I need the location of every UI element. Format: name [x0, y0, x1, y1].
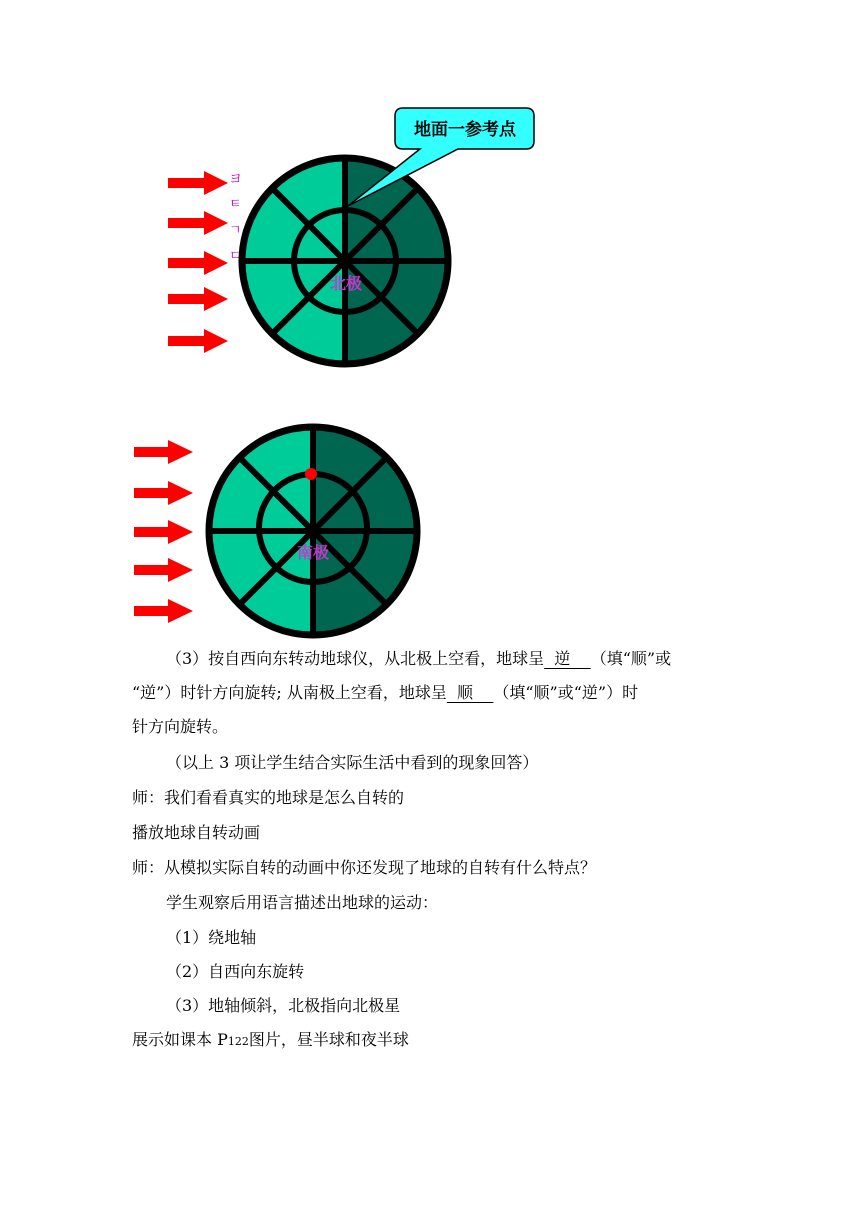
- side-glyph: ㅌ: [229, 197, 242, 212]
- point-3: （3）地轴倾斜，北极指向北极星: [166, 996, 401, 1015]
- student-intro-line: 学生观察后用语言描述出地球的运动：: [166, 893, 439, 912]
- q3-line-2: [132, 676, 638, 710]
- q3-line-1: [166, 642, 671, 676]
- arrow-icon: [134, 520, 193, 544]
- reference-dot: [305, 468, 317, 480]
- q3-line-3: 针方向旋转。: [132, 717, 229, 736]
- note-line: （以上 3 项让学生结合实际生活中看到的现象回答）: [166, 753, 539, 772]
- play-animation-line: 播放地球自转动画: [132, 823, 261, 842]
- show-text: 展示如课本 P: [132, 1030, 228, 1049]
- arrow-icon: [134, 599, 193, 623]
- side-glyph: ㄱ: [229, 223, 242, 238]
- callout-label: 地面一参考点: [414, 120, 516, 140]
- arrow-icon: [134, 558, 193, 582]
- show-textbook-line: [132, 1023, 409, 1059]
- south-pole-label: 南极: [297, 543, 330, 562]
- q3-text: （填“顺”或: [590, 649, 672, 668]
- sunlight-arrows-bottom: [134, 440, 193, 623]
- arrow-icon: [134, 440, 193, 464]
- globe-south: [206, 424, 420, 638]
- arrow-icon: [134, 481, 193, 505]
- answer-blank-2: 顺: [446, 683, 494, 702]
- side-glyph: ㄷ: [229, 249, 242, 264]
- q3-text: （3）按自西向东转动地球仪，从北极上空看，地球呈: [166, 649, 545, 668]
- point-2: （2）自西向东旋转: [166, 962, 305, 981]
- side-glyph: ヨ: [229, 172, 243, 187]
- north-pole-label: 北极: [330, 274, 363, 293]
- teacher-line-2: 师：从模拟实际自转的动画中你还发现了地球的自转有什么特点？: [132, 858, 597, 877]
- point-1: （1）绕地轴: [166, 928, 257, 947]
- teacher-line-1: 师：我们看看真实的地球是怎么自转的: [132, 788, 405, 807]
- q3-text: “逆”）时针方向旋转; 从南极上空看，地球呈: [132, 683, 447, 702]
- page-number: 122: [227, 1035, 249, 1048]
- q3-text: （填“顺”或“逆”）时: [493, 683, 639, 702]
- answer-blank-1: 逆: [544, 649, 591, 668]
- show-text: 图片，昼半球和夜半球: [248, 1030, 409, 1049]
